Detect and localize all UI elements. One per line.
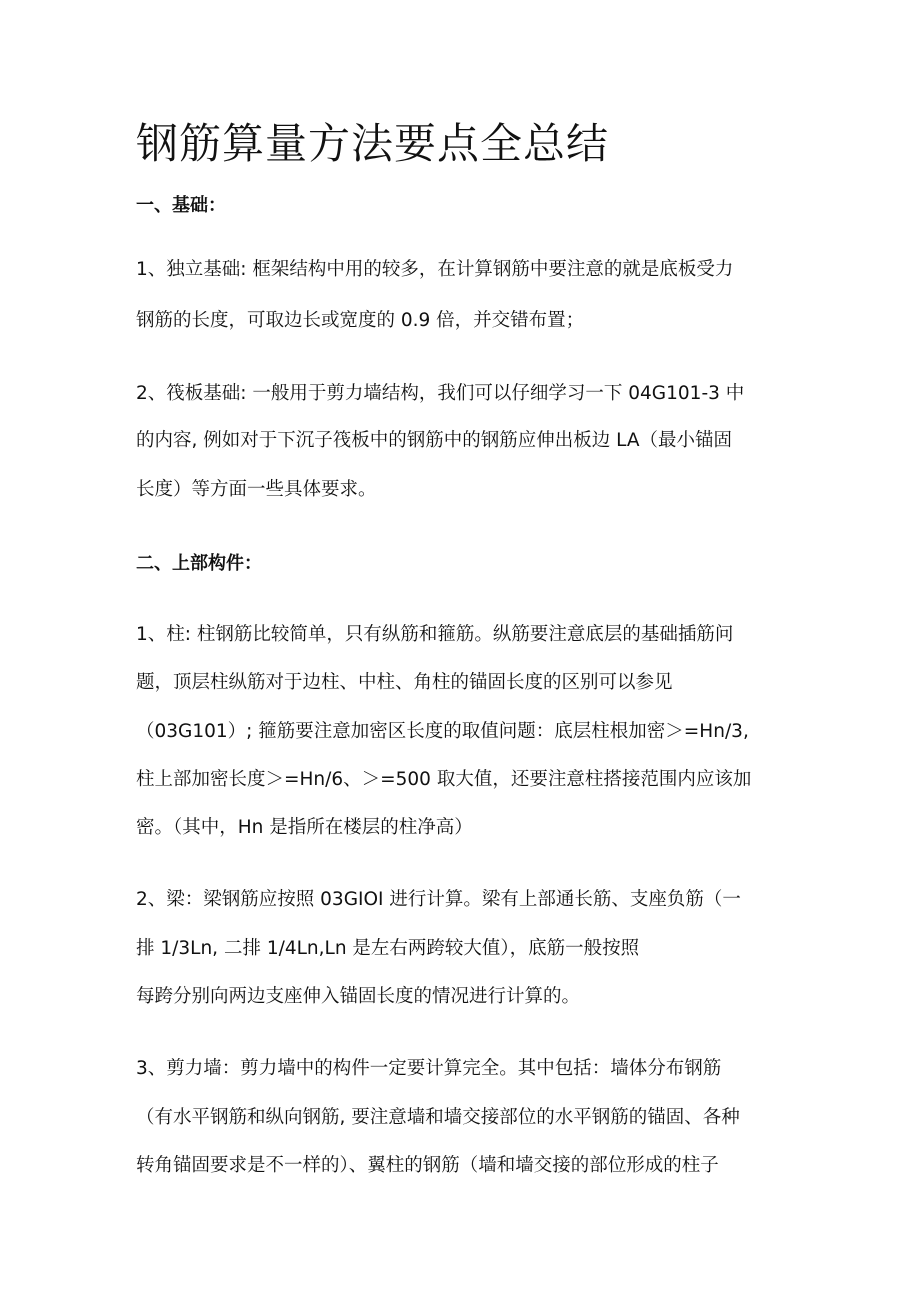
paragraph-line: 1、独立基础: 框架结构中用的较多，在计算钢筋中要注意的就是底板受力: [136, 259, 734, 280]
paragraph-line: （有水平钢筋和纵向钢筋, 要注意墙和墙交接部位的水平钢筋的锚固、各种: [136, 1107, 740, 1128]
paragraph-line: （03G101）; 箍筋要注意加密区长度的取值问题：底层柱根加密＞=Hn/3,: [136, 721, 749, 742]
paragraph-line: 题，顶层柱纵筋对于边柱、中柱、角柱的锚固长度的区别可以参见: [136, 672, 673, 693]
document-title: 钢筋算量方法要点全总结: [136, 119, 610, 168]
paragraph-line: 2、筏板基础: 一般用于剪力墙结构，我们可以仔细学习一下 04G101-3 中: [136, 383, 745, 404]
paragraph-line: 转角锚固要求是不一样的）、翼柱的钢筋（墙和墙交接的部位形成的柱子: [136, 1155, 719, 1176]
paragraph-line: 的内容, 例如对于下沉子筏板中的钢筋中的钢筋应伸出板边 LA（最小锚固: [136, 430, 733, 451]
section-heading-superstructure: 二、上部构件：: [136, 553, 262, 574]
paragraph-line: 钢筋的长度，可取边长或宽度的 0.9 倍，并交错布置；: [136, 310, 585, 331]
paragraph-line: 2、梁：梁钢筋应按照 03GIOI 进行计算。梁有上部通长筋、支座负筋（一: [136, 889, 741, 910]
paragraph-line: 密。（其中，Hn 是指所在楼层的柱净高）: [136, 817, 473, 838]
section-heading-foundation: 一、基础：: [136, 195, 226, 216]
paragraph-line: 3、剪力墙：剪力墙中的构件一定要计算完全。其中包括：墙体分布钢筋: [136, 1058, 722, 1079]
paragraph-line: 排 1/3Ln, 二排 1/4Ln,Ln 是左右两跨较大值），底筋一般按照: [136, 938, 640, 959]
paragraph-line: 柱上部加密长度＞=Hn/6、＞=500 取大值，还要注意柱搭接范围内应该加: [136, 769, 752, 790]
paragraph-line: 长度）等方面一些具体要求。: [136, 479, 377, 500]
paragraph-line: 1、柱: 柱钢筋比较简单，只有纵筋和箍筋。纵筋要注意底层的基础插筋问: [136, 624, 734, 645]
paragraph-line: 每跨分别向两边支座伸入锚固长度的情况进行计算的。: [136, 986, 581, 1007]
